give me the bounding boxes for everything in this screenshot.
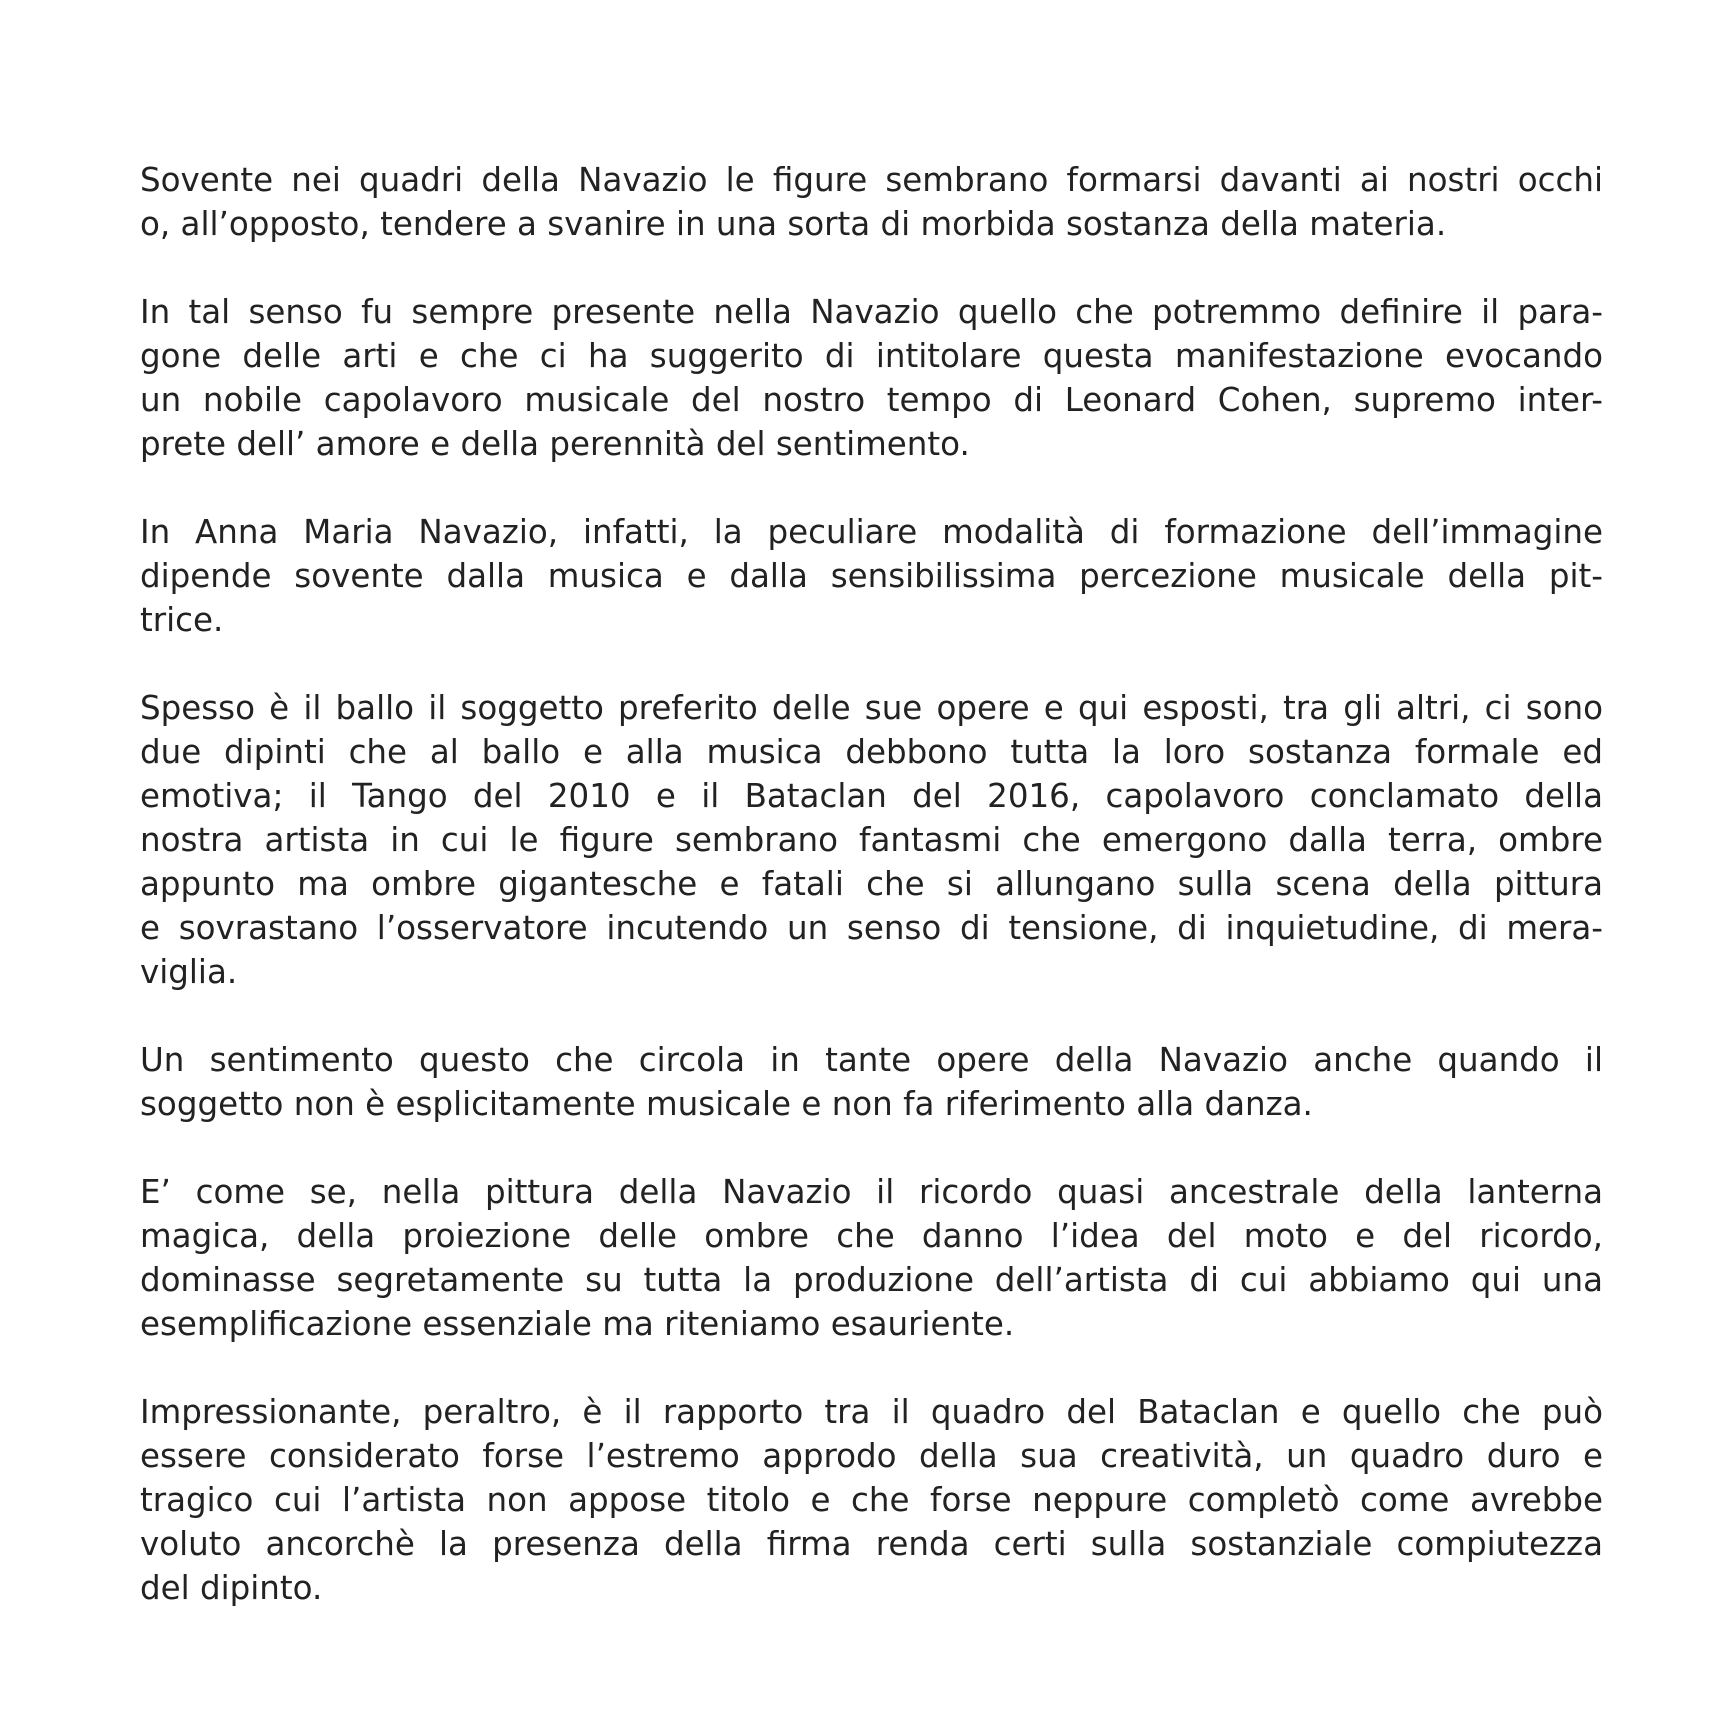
- text-line: tragico cui l’artista non appose titolo e che forse neppure completò come avrebbe: [140, 1481, 1603, 1519]
- text-line: In Anna Maria Navazio, infatti, la peculiare modalità di formazione dell’immagine: [140, 513, 1603, 551]
- paragraph-4: [140, 686, 1603, 994]
- text-line: Sovente nei quadri della Navazio le figure sembrano formarsi davanti ai nostri occhi: [140, 161, 1603, 199]
- text-line: dominasse segretamente su tutta la produzione dell’artista di cui abbiamo qui una: [140, 1261, 1603, 1299]
- text-line: nostra artista in cui le figure sembrano fantasmi che emergono dalla terra, ombre: [140, 821, 1603, 859]
- paragraph-1: [140, 158, 1603, 246]
- text-line: e sovrastano l’osservatore incutendo un senso di tensione, di inquietudine, di mera-: [140, 909, 1603, 947]
- text-line: E’ come se, nella pittura della Navazio il ricordo quasi ancestrale della lanterna: [140, 1173, 1603, 1211]
- text-line: dipende sovente dalla musica e dalla sensibilissima percezione musicale della pit-: [140, 557, 1603, 595]
- text-line: magica, della proiezione delle ombre che danno l’idea del moto e del ricordo,: [140, 1217, 1603, 1255]
- text-line: voluto ancorchè la presenza della firma renda certi sulla sostanziale compiutezza: [140, 1525, 1603, 1563]
- paragraph-6: [140, 1170, 1603, 1346]
- text-line: due dipinti che al ballo e alla musica debbono tutta la loro sostanza formale ed: [140, 733, 1603, 771]
- text-line: Un sentimento questo che circola in tante opere della Navazio anche quando il: [140, 1041, 1603, 1079]
- text-line: viglia.: [140, 953, 238, 991]
- text-line: Spesso è il ballo il soggetto preferito delle sue opere e qui esposti, tra gli altri, ci sono: [140, 689, 1603, 727]
- text-line: trice.: [140, 601, 224, 639]
- text-line: Impressionante, peraltro, è il rapporto tra il quadro del Bataclan e quello che può: [140, 1393, 1603, 1431]
- text-line: esemplificazione essenziale ma riteniamo esauriente.: [140, 1305, 1015, 1343]
- text-line: In tal senso fu sempre presente nella Navazio quello che potremmo definire il para-: [140, 293, 1603, 331]
- text-line: gone delle arti e che ci ha suggerito di intitolare questa manifestazione evocando: [140, 337, 1603, 375]
- paragraph-5: [140, 1038, 1603, 1126]
- text-line: un nobile capolavoro musicale del nostro tempo di Leonard Cohen, supremo inter-: [140, 381, 1603, 419]
- paragraph-2: [140, 290, 1603, 466]
- text-line: appunto ma ombre gigantesche e fatali che si allungano sulla scena della pittura: [140, 865, 1603, 903]
- text-line: o, all’opposto, tendere a svanire in una sorta di morbida sostanza della materia.: [140, 205, 1447, 243]
- text-line: essere considerato forse l’estremo approdo della sua creatività, un quadro duro e: [140, 1437, 1603, 1475]
- paragraph-3: [140, 510, 1603, 642]
- body-text: [140, 158, 1603, 1610]
- text-line: prete dell’ amore e della perennità del sentimento.: [140, 425, 970, 463]
- text-line: soggetto non è esplicitamente musicale e non fa riferimento alla danza.: [140, 1085, 1313, 1123]
- text-line: del dipinto.: [140, 1569, 323, 1607]
- paragraph-7: [140, 1390, 1603, 1610]
- text-line: emotiva; il Tango del 2010 e il Bataclan del 2016, capolavoro conclamato della: [140, 777, 1603, 815]
